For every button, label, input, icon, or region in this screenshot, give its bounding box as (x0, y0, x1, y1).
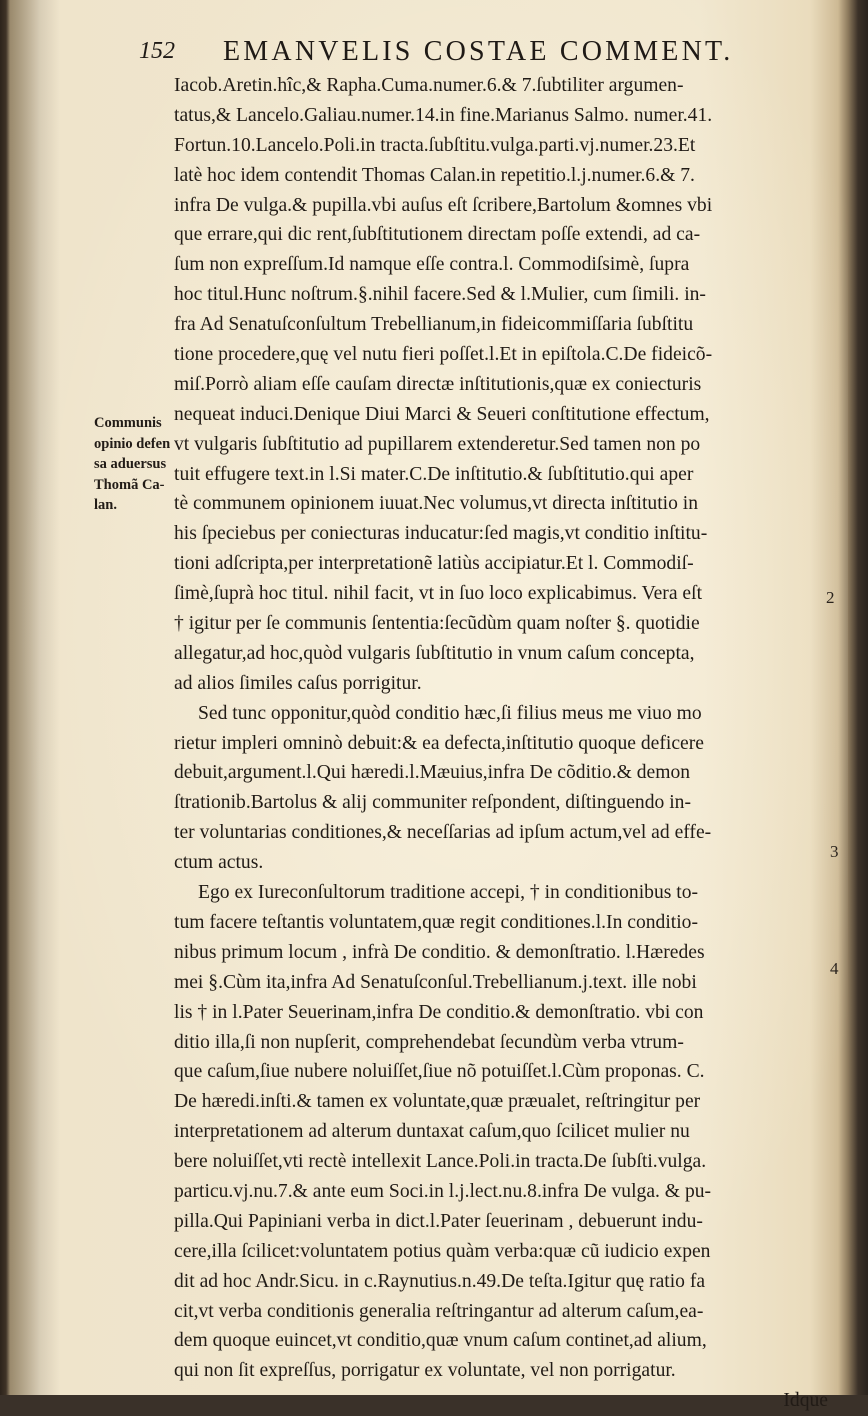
text-line: nequeat induci.Denique Diui Marci & Seueri conſtitutione effectum, (174, 403, 710, 425)
text-line: dit ad hoc Andr.Sicu. in c.Raynutius.n.49.De teſta.Igitur quę ratio fa (174, 1270, 706, 1292)
text-line: dem quoque euincet,vt conditio,quæ vnum caſum continet,ad alium, (174, 1330, 707, 1352)
text-line: ditio illa,ſi non nupſerit, comprehendebat ſecundùm verba vtrum- (174, 1031, 684, 1053)
text-line: De hæredi.inſti.& tamen ex voluntate,quæ præualet, reſtringitur per (174, 1091, 701, 1113)
page (14, 0, 848, 1412)
text-line: tatus,& Lancelo.Galiau.numer.14.in fine.Marianus Salmo. numer.41. (174, 104, 713, 126)
text-line: pilla.Qui Papiniani verba in dict.l.Pater ſeuerinam , debuerunt indu- (174, 1210, 703, 1232)
text-line: cere,illa ſcilicet:voluntatem potius quàm verba:quæ cũ iudicio expen (174, 1240, 711, 1262)
text-line: que caſum,ſiue nubere noluiſſet,ſiue nõ potuiſſet.l.Cùm proponas. C. (174, 1061, 705, 1083)
text-line: infra De vulga.& pupilla.vbi auſus eſt ſcribere,Bartolum &omnes vbi (174, 194, 713, 216)
folio-number: 152 (139, 38, 175, 64)
text-body (174, 71, 834, 1416)
text-line: ter voluntarias conditiones,& neceſſarias ad ipſum actum,vel ad effe- (174, 822, 712, 844)
page-header (139, 34, 839, 70)
text-line: rietur impleri omninò debuit:& ea defecta,inſtitutio quoque deficere (174, 732, 704, 754)
text-line: ſimè,ſuprà hoc titul. nihil facit, vt in ſuo loco explicabimus. Vera eſt (174, 583, 703, 605)
margin-note-line: opinio defen (94, 435, 171, 452)
text-line: ſtrationib.Bartolus & alij communiter reſpondent, diſtinguendo in- (174, 792, 691, 814)
text-line: hoc titul.Hunc noſtrum.§.nihil facere.Sed & l.Mulier, cum ſimili. in- (174, 284, 706, 306)
margin-note-line: sa aduersus (94, 456, 167, 472)
text-line: Iacob.Aretin.hîc,& Rapha.Cuma.numer.6.& 7.ſubtiliter argumen- (174, 75, 684, 96)
text-line: nibus primum locum , infrà De conditio. & demonſtratio. l.Hæredes (174, 941, 705, 963)
text-line: Sed tunc opponitur,quòd conditio hæc,ſi filius meus me viuo mo (198, 702, 702, 724)
text-line: lis † in l.Pater Seuerinam,infra De conditio.& demonſtratio. vbi con (174, 1001, 704, 1023)
text-line: tioni adſcripta,per interpretationẽ latiùs accipiatur.Et l. Commodiſ- (174, 553, 694, 575)
text-line: miſ.Porrò aliam eſſe cauſam directæ inſtitutionis,quæ ex coniecturis (174, 373, 702, 395)
text-line: interpretationem ad alterum duntaxat caſum,quo ſcilicet mulier nu (174, 1121, 690, 1143)
text-line: latè hoc idem contendit Thomas Calan.in repetitio.l.j.numer.6.& 7. (174, 164, 695, 186)
text-line: vt vulgaris ſubſtitutio ad pupillarem extenderetur.Sed tamen non po (174, 433, 701, 455)
text-line: tione procedere,quę vel nutu fieri poſſet.l.Et in epiſtola.C.De fideicõ- (174, 344, 713, 366)
margin-note-line: Thomã Ca- (94, 476, 165, 493)
text-line: tè communem opinionem iuuat.Nec volumus,vt directa inſtitutio in (174, 493, 699, 515)
text-line: tuit effugere text.in l.Si mater.C.De inſtitutio.& ſubſtitutio.qui aper (174, 463, 694, 485)
text-line: qui non ſit expreſſus, porrigatur ex voluntate, vel non porrigatur. (174, 1360, 676, 1382)
text-line: bere noluiſſet,vti rectè intellexit Lance.Poli.in tracta.De ſubſti.vulga. (174, 1151, 707, 1173)
text-line: Ego ex Iureconſultorum traditione accepi, † in conditionibus to- (198, 882, 699, 904)
margin-number: 2 (826, 588, 835, 607)
text-line: mei §.Cùm ita,infra Ad Senatuſconſul.Trebellianum.j.text. ille nobi (174, 971, 697, 993)
text-line: debuit,argument.l.Qui hæredi.l.Mæuius,infra De cõditio.& demon (174, 762, 691, 784)
text-line: his ſpeciebus per coniecturas inducatur:ſed magis,vt conditio inſtitu- (174, 523, 708, 545)
catchword: Idque (783, 1390, 828, 1412)
margin-note (94, 413, 174, 516)
margin-number: 4 (830, 959, 839, 978)
text-line: que errare,qui dic rent,ſubſtitutionem directam poſſe extendi, ad ca- (174, 224, 701, 246)
text-line: tum facere teſtantis voluntatem,quæ regit conditiones.l.In conditio- (174, 911, 698, 933)
text-line: fra Ad Senatuſconſultum Trebellianum,in fideicommiſſaria ſubſtitu (174, 314, 694, 336)
text-line: allegatur,ad hoc,quòd vulgaris ſubſtitutio in vnum caſum concepta, (174, 642, 695, 664)
text-line: † igitur per ſe communis ſententia:ſecũdùm quam noſter §. quotidie (174, 613, 700, 635)
text-line: Fortun.10.Lancelo.Poli.in tracta.ſubſtitu.vulga.parti.vj.numer.23.Et (174, 134, 696, 156)
text-line: ad alios ſimiles caſus porrigitur. (174, 672, 422, 694)
margin-note-line: Communis (94, 415, 162, 431)
running-title: EMANVELIS COSTAE COMMENT. (223, 36, 734, 67)
text-line: particu.vj.nu.7.& ante eum Soci.in l.j.lect.nu.8.infra De vulga. & pu- (174, 1180, 712, 1202)
text-line: cit,vt verba conditionis generalia reſtringantur ad alterum caſum,ea- (174, 1300, 704, 1322)
margin-number: 3 (830, 842, 839, 861)
text-line: ctum actus. (174, 852, 264, 874)
text-line: ſum non expreſſum.Id namque eſſe contra.l. Commodiſsimè, ſupra (174, 254, 690, 276)
margin-note-line: lan. (94, 497, 117, 513)
